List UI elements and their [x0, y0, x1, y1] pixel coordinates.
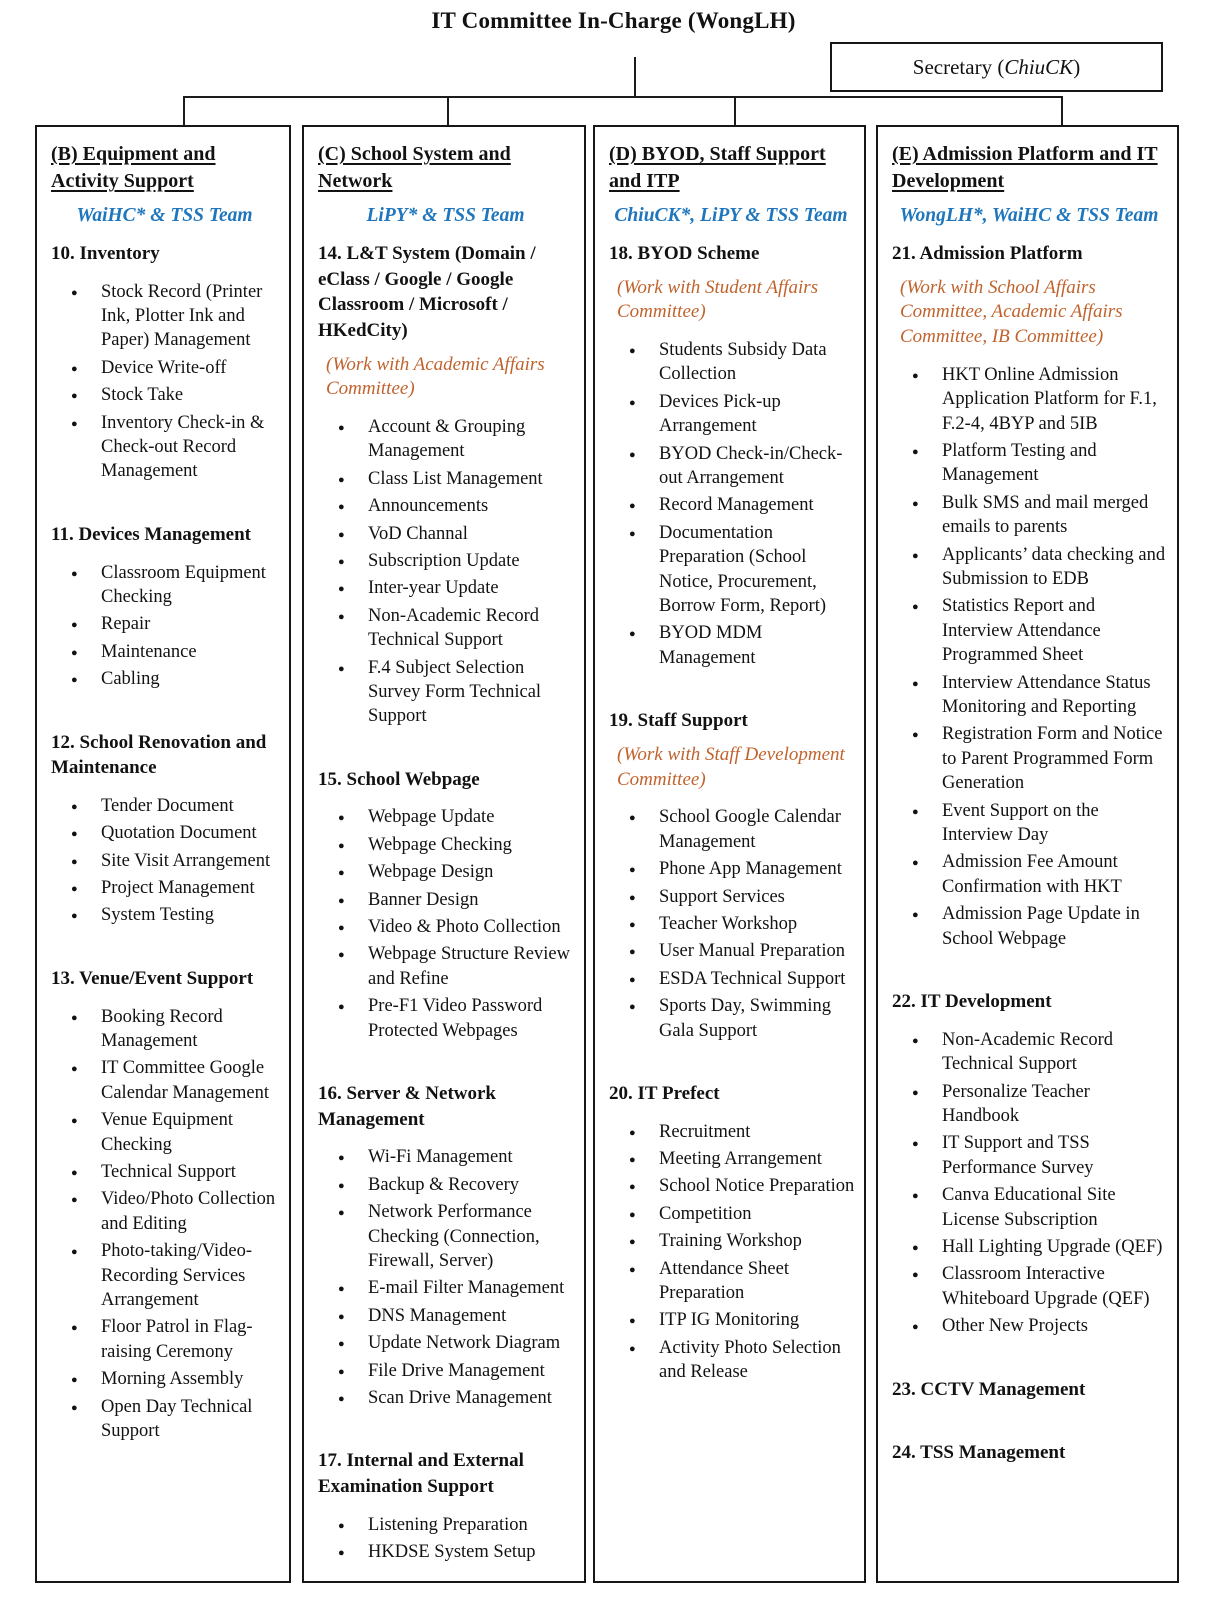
section-work-with-note: (Work with Student Affairs Committee) [617, 276, 819, 323]
section-item: ● IT Committee Google Calendar Management [49, 1056, 280, 1105]
section-item: ● Personalize Teacher Handbook [890, 1080, 1168, 1129]
column-heading: (E) Admission Platform and IT Development [892, 143, 1158, 192]
section-item: ● Booking Record Management [49, 1005, 280, 1054]
section-item: ● Platform Testing and Management [890, 439, 1168, 488]
section-item: ● Classroom Interactive Whiteboard Upgrade (QEF) [890, 1262, 1168, 1311]
column-heading: (D) BYOD, Staff Support and ITP [609, 143, 826, 192]
section-item: ● Non-Academic Record Technical Support [890, 1028, 1168, 1077]
section-item: ● IT Support and TSS Performance Survey [890, 1131, 1168, 1180]
section-item: ● Morning Assembly [49, 1367, 280, 1391]
section-item: ● Account & Grouping Management [316, 415, 575, 464]
column-team-label: WaiHC* & TSS Team [76, 205, 253, 226]
section [49, 730, 280, 928]
section-item-list [316, 415, 575, 729]
section-item: ● Documentation Preparation (School Notice, Procurement, Borrow Form, Report) [607, 521, 855, 619]
committee-column-e [876, 125, 1179, 1583]
section-title: 22. IT Development [892, 991, 1052, 1013]
section-item-list [890, 363, 1168, 951]
section-item: ● Record Management [607, 493, 855, 517]
section-item: ● Webpage Design [316, 860, 575, 884]
section-item-list [607, 805, 855, 1043]
column-sections [316, 241, 575, 1565]
section-item: ● Recruitment [607, 1120, 855, 1144]
section-title: 12. School Renovation and Maintenance [51, 731, 267, 779]
column-sections [607, 241, 855, 1385]
section-item: ● BYOD MDM Management [607, 621, 855, 670]
connector-drop-column-b [183, 96, 185, 127]
column-team-label: WongLH*, WaiHC & TSS Team [899, 205, 1159, 226]
section-item: ● Stock Take [49, 383, 280, 407]
section-title: 18. BYOD Scheme [609, 243, 760, 264]
section-title: 11. Devices Management [51, 523, 251, 545]
section-item: ● Registration Form and Notice to Parent Programmed Form Generation [890, 722, 1168, 795]
section-item: ● Banner Design [316, 888, 575, 912]
section-item: ● Canva Educational Site License Subscription [890, 1183, 1168, 1232]
section-item: ● Venue Equipment Checking [49, 1108, 280, 1157]
section-item: ● Interview Attendance Status Monitoring and Reporting [890, 671, 1168, 720]
section [49, 522, 280, 692]
section-work-with-note: (Work with Academic Affairs Committee) [326, 353, 545, 400]
section-title: 21. Admission Platform [892, 243, 1083, 264]
section-item: ● Listening Preparation [316, 1513, 575, 1537]
section-item: ● Video & Photo Collection [316, 915, 575, 939]
section-item: ● Device Write-off [49, 356, 280, 380]
section-item: ● School Notice Preparation [607, 1174, 855, 1198]
section-item: ● Attendance Sheet Preparation [607, 1257, 855, 1306]
section-item: ● Backup & Recovery [316, 1173, 575, 1197]
section-item: ● Webpage Update [316, 805, 575, 829]
section-title: 20. IT Prefect [609, 1082, 720, 1104]
section-item: ● Non-Academic Record Technical Support [316, 604, 575, 653]
section-title: 13. Venue/Event Support [51, 967, 254, 989]
section-item: ● School Google Calendar Management [607, 805, 855, 854]
section-item-list [49, 794, 280, 928]
section-item: ● Network Performance Checking (Connection, Firewall, Server) [316, 1200, 575, 1273]
section-work-with-note: (Work with Staff Development Committee) [617, 743, 845, 790]
section-item: ● Inventory Check-in & Check-out Record Management [49, 411, 280, 484]
section-title: 19. Staff Support [609, 710, 748, 732]
section [890, 1440, 1168, 1466]
section-item: ● Meeting Arrangement [607, 1147, 855, 1171]
section-title: 24. TSS Management [892, 1442, 1066, 1464]
section-item: ● Event Support on the Interview Day [890, 799, 1168, 848]
section-item: ● Class List Management [316, 467, 575, 491]
secretary-name: ChiuCK [1004, 54, 1074, 79]
column-team-label: ChiuCK*, LiPY & TSS Team [614, 205, 848, 226]
section-item: ● Quotation Document [49, 821, 280, 845]
section-item: ● Floor Patrol in Flag-raising Ceremony [49, 1315, 280, 1364]
connector-drop-column-d [734, 96, 736, 127]
section-item: ● Update Network Diagram [316, 1331, 575, 1355]
column-sections [49, 241, 280, 1443]
column-heading: (B) Equipment and Activity Support [51, 143, 216, 192]
section-item: ● Cabling [49, 667, 280, 691]
section-item: ● Technical Support [49, 1160, 280, 1184]
section [316, 241, 575, 729]
committee-column-d [593, 125, 866, 1583]
section-work-with-note: (Work with School Affairs Committee, Academic Affairs Committee, IB Committee) [900, 276, 1123, 348]
section-item: ● System Testing [49, 903, 280, 927]
section-item: ● Announcements [316, 494, 575, 518]
section-item: ● Classroom Equipment Checking [49, 561, 280, 610]
section-item: ● File Drive Management [316, 1359, 575, 1383]
section-item: ● Statistics Report and Interview Attendance Programmed Sheet [890, 594, 1168, 667]
connector-horizontal [183, 96, 1063, 98]
section-item: ● Open Day Technical Support [49, 1395, 280, 1444]
section-item: ● ITP IG Monitoring [607, 1308, 855, 1332]
section-item: ● Subscription Update [316, 549, 575, 573]
section-item: ● User Manual Preparation [607, 939, 855, 963]
section-title: 15. School Webpage [318, 768, 480, 790]
section [316, 1081, 575, 1410]
section-item: ● Project Management [49, 876, 280, 900]
section-item: ● Admission Page Update in School Webpage [890, 902, 1168, 951]
section-item-list [607, 338, 855, 670]
section-item: ● Maintenance [49, 640, 280, 664]
section-item: ● Stock Record (Printer Ink, Plotter Ink and Paper) Management [49, 280, 280, 353]
section-item: ● ESDA Technical Support [607, 967, 855, 991]
committee-column-c [302, 125, 586, 1583]
section-item: ● Video/Photo Collection and Editing [49, 1187, 280, 1236]
section-item-list [316, 805, 575, 1043]
section-item: ● Site Visit Arrangement [49, 849, 280, 873]
section-item: ● Inter-year Update [316, 576, 575, 600]
section-item: ● Tender Document [49, 794, 280, 818]
section-item: ● Hall Lighting Upgrade (QEF) [890, 1235, 1168, 1259]
section [49, 966, 280, 1444]
section [316, 767, 575, 1043]
section-item: ● Repair [49, 612, 280, 636]
connector-drop-column-c [447, 96, 449, 127]
section-item: ● Students Subsidy Data Collection [607, 338, 855, 387]
section-item: ● F.4 Subject Selection Survey Form Technical Support [316, 656, 575, 729]
section-item: ● Webpage Checking [316, 833, 575, 857]
section-item-list [316, 1513, 575, 1565]
section-item: ● Applicants’ data checking and Submission to EDB [890, 543, 1168, 592]
section-item: ● Devices Pick-up Arrangement [607, 390, 855, 439]
section [890, 989, 1168, 1339]
secretary-suffix: ) [1073, 54, 1081, 79]
section-item: ● Photo-taking/Video-Recording Services Arrangement [49, 1239, 280, 1312]
section-item: ● DNS Management [316, 1304, 575, 1328]
section-item: ● HKT Online Admission Application Platform for F.1, F.2-4, 4BYP and 5IB [890, 363, 1168, 436]
section [607, 708, 855, 1043]
column-team-label: LiPY* & TSS Team [366, 205, 525, 226]
section-item: ● VoD Channal [316, 522, 575, 546]
connector-drop-column-e [1061, 96, 1063, 127]
section-item: ● Bulk SMS and mail merged emails to parents [890, 491, 1168, 540]
section-item: ● Other New Projects [890, 1314, 1168, 1338]
section-item: ● Teacher Workshop [607, 912, 855, 936]
section [607, 1081, 855, 1385]
section-item: ● HKDSE System Setup [316, 1540, 575, 1564]
section-item: ● Activity Photo Selection and Release [607, 1336, 855, 1385]
section-title: 14. L&T System (Domain / eClass / Google / Google Classroom / Microsoft / HKedCity) [318, 243, 536, 341]
section-item-list [49, 561, 280, 692]
section-item: ● Webpage Structure Review and Refine [316, 942, 575, 991]
section-item: ● Sports Day, Swimming Gala Support [607, 994, 855, 1043]
connector-stub-vertical [634, 57, 636, 97]
section [890, 1377, 1168, 1403]
committee-column-b [35, 125, 291, 1583]
section [316, 1448, 575, 1564]
section-item-list [49, 1005, 280, 1444]
section-title: 10. Inventory [51, 243, 160, 264]
section [49, 241, 280, 484]
section [890, 241, 1168, 951]
section-item: ● Phone App Management [607, 857, 855, 881]
section-item: ● Competition [607, 1202, 855, 1226]
page-title: IT Committee In-Charge (WongLH) [431, 8, 796, 33]
section-item: ● E-mail Filter Management [316, 1276, 575, 1300]
section-title: 17. Internal and External Examination Support [318, 1450, 524, 1498]
secretary-box [830, 42, 1163, 92]
secretary-label [913, 55, 1080, 80]
secretary-prefix: Secretary ( [912, 54, 1005, 79]
section-item: ● Wi-Fi Management [316, 1145, 575, 1169]
column-heading: (C) School System and Network [318, 143, 511, 192]
section-title: 16. Server & Network Management [318, 1083, 496, 1130]
section-item: ● BYOD Check-in/Check-out Arrangement [607, 442, 855, 491]
section [607, 241, 855, 670]
section-item: ● Training Workshop [607, 1229, 855, 1253]
section-item: ● Admission Fee Amount Confirmation with HKT [890, 850, 1168, 899]
section-item-list [316, 1145, 575, 1410]
section-item-list [607, 1120, 855, 1385]
section-title: 23. CCTV Management [892, 1378, 1086, 1400]
section-item: ● Pre-F1 Video Password Protected Webpages [316, 994, 575, 1043]
section-item-list [890, 1028, 1168, 1339]
section-item-list [49, 280, 280, 484]
section-item: ● Scan Drive Management [316, 1386, 575, 1410]
column-sections [890, 241, 1168, 1466]
section-item: ● Support Services [607, 885, 855, 909]
